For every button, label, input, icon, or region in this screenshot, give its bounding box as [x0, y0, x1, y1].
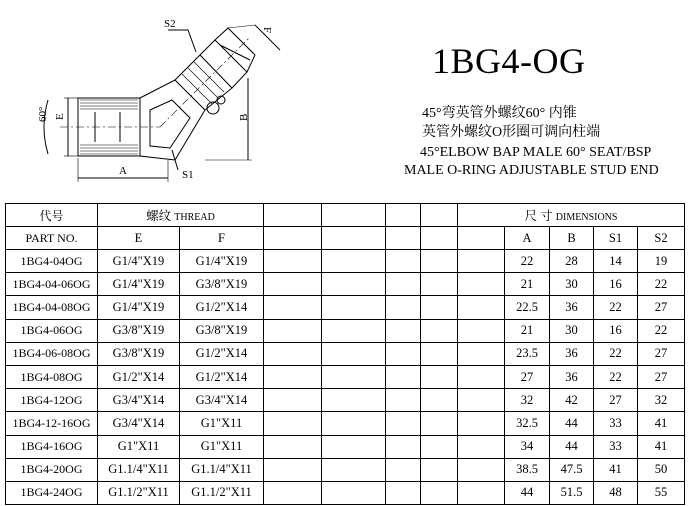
- description-english-line-2: MALE O-RING ADJUSTABLE STUD END: [404, 163, 659, 178]
- part-no-cell: 1BG4-04-06OG: [6, 273, 98, 296]
- empty-cell: [458, 435, 505, 458]
- thread-e-cell: G3/8"X19: [98, 342, 180, 365]
- dim-s2-cell: 50: [638, 458, 685, 481]
- part-no-cell: 1BG4-04OG: [6, 250, 98, 273]
- empty-cell: [322, 365, 386, 388]
- dim-b-cell: 42: [550, 389, 594, 412]
- empty-cell: [264, 273, 322, 296]
- dim-s1-cell: 41: [594, 458, 638, 481]
- dim-s1-cell: 22: [594, 365, 638, 388]
- dim-a-cell: 32: [505, 389, 550, 412]
- empty-cell: [386, 250, 421, 273]
- dim-a-cell: 21: [505, 319, 550, 342]
- label-s1: S1: [182, 169, 194, 181]
- dim-s2-cell: 19: [638, 250, 685, 273]
- elbow-arm-outline: [175, 55, 232, 110]
- model-title: 1BG4-OG: [432, 41, 586, 81]
- header-f: F: [180, 227, 264, 250]
- specification-table-body: [6, 250, 685, 505]
- dim-s2-cell: 32: [638, 389, 685, 412]
- label-s2: S2: [164, 18, 176, 30]
- dim-b-cell: 36: [550, 342, 594, 365]
- empty-cell: [421, 458, 458, 481]
- dim-s2-cell: 27: [638, 342, 685, 365]
- empty-cell: [386, 365, 421, 388]
- thread-e-cell: G1/4"X19: [98, 273, 180, 296]
- dim-s1-cell: 27: [594, 389, 638, 412]
- dim-b-cell: 51.5: [550, 481, 594, 504]
- empty-cell: [322, 342, 386, 365]
- part-no-cell: 1BG4-04-08OG: [6, 296, 98, 319]
- empty-cell: [458, 389, 505, 412]
- dim-s1-cell: 33: [594, 435, 638, 458]
- dim-a-cell: 21: [505, 273, 550, 296]
- thread-f-cell: G1/2"X14: [180, 365, 264, 388]
- dim-s1-cell: 16: [594, 319, 638, 342]
- header-s1: S1: [594, 227, 638, 250]
- empty-cell: [322, 481, 386, 504]
- empty-cell: [322, 389, 386, 412]
- empty-cell: [458, 296, 505, 319]
- dim-s2-cell: 22: [638, 273, 685, 296]
- dim-a-cell: 22.5: [505, 296, 550, 319]
- dim-b-cell: 36: [550, 296, 594, 319]
- table-row: [6, 296, 685, 319]
- empty-cell: [421, 481, 458, 504]
- dim-a-cell: 34: [505, 435, 550, 458]
- part-no-cell: 1BG4-06-08OG: [6, 342, 98, 365]
- empty-cell: [421, 204, 458, 227]
- empty-cell: [386, 227, 421, 250]
- dim-s1-cell: 22: [594, 342, 638, 365]
- thread-e-cell: G1.1/4"X11: [98, 458, 180, 481]
- dim-b-cell: 44: [550, 412, 594, 435]
- empty-cell: [264, 319, 322, 342]
- part-no-cell: 1BG4-20OG: [6, 458, 98, 481]
- empty-cell: [264, 481, 322, 504]
- empty-cell: [264, 227, 322, 250]
- thread-f-cell: G1.1/4"X11: [180, 458, 264, 481]
- empty-cell: [264, 365, 322, 388]
- part-no-cell: 1BG4-06OG: [6, 319, 98, 342]
- empty-cell: [322, 435, 386, 458]
- dim-s1-cell: 33: [594, 412, 638, 435]
- description-chinese-line-2: 英管外螺纹O形圈可调向柱端: [422, 125, 601, 140]
- label-a: A: [119, 165, 127, 177]
- table-row: [6, 342, 685, 365]
- leader-s2: [168, 30, 196, 52]
- table-row: [6, 412, 685, 435]
- header-code-cn: 代号: [6, 204, 98, 227]
- thread-f-cell: G1.1/2"X11: [180, 481, 264, 504]
- dim-s2-cell: 27: [638, 365, 685, 388]
- header-dimensions-en: DIMENSIONS: [555, 212, 618, 223]
- empty-cell: [458, 250, 505, 273]
- empty-cell: [264, 435, 322, 458]
- thread-f-cell: G3/8"X19: [180, 319, 264, 342]
- header-thread-cn: 螺纹: [146, 209, 172, 223]
- thread-f-cell: G1/2"X14: [180, 342, 264, 365]
- empty-cell: [458, 319, 505, 342]
- thread-e-cell: G1/2"X14: [98, 365, 180, 388]
- label-b: B: [238, 113, 250, 121]
- thread-e-cell: G3/4"X14: [98, 412, 180, 435]
- header-part-no: PART NO.: [6, 227, 98, 250]
- thread-f-cell: G1/2"X14: [180, 296, 264, 319]
- empty-cell: [421, 273, 458, 296]
- dim-b-cell: 30: [550, 273, 594, 296]
- empty-cell: [386, 435, 421, 458]
- empty-cell: [264, 204, 322, 227]
- empty-cell: [322, 204, 386, 227]
- empty-cell: [264, 458, 322, 481]
- empty-cell: [421, 365, 458, 388]
- thread-f-cell: G1"X11: [180, 435, 264, 458]
- empty-cell: [322, 458, 386, 481]
- dim-s1-cell: 14: [594, 250, 638, 273]
- thread-f-cell: G1/4"X19: [180, 250, 264, 273]
- dim-b-cell: 44: [550, 435, 594, 458]
- empty-cell: [386, 389, 421, 412]
- thread-e-cell: G1.1/2"X11: [98, 481, 180, 504]
- empty-cell: [421, 227, 458, 250]
- table-row: [6, 458, 685, 481]
- table-row: [6, 481, 685, 504]
- empty-cell: [458, 412, 505, 435]
- empty-cell: [386, 273, 421, 296]
- header-thread: [98, 204, 264, 227]
- empty-cell: [264, 389, 322, 412]
- dim-s1-cell: 16: [594, 273, 638, 296]
- empty-cell: [386, 481, 421, 504]
- part-no-cell: 1BG4-12-16OG: [6, 412, 98, 435]
- dim-a-cell: 27: [505, 365, 550, 388]
- empty-cell: [264, 296, 322, 319]
- empty-cell: [322, 273, 386, 296]
- part-no-cell: 1BG4-08OG: [6, 365, 98, 388]
- dim-s2-cell: 22: [638, 319, 685, 342]
- dim-s2-cell: 55: [638, 481, 685, 504]
- thread-e-cell: G3/4"X14: [98, 389, 180, 412]
- label-f: F: [261, 27, 273, 34]
- fitting-technical-drawing: [0, 0, 330, 195]
- table-header-row-2: [6, 227, 685, 250]
- header-s2: S2: [638, 227, 685, 250]
- empty-cell: [322, 250, 386, 273]
- empty-cell: [421, 250, 458, 273]
- header-dimensions-cn: 尺 寸: [524, 209, 553, 223]
- header-b: B: [550, 227, 594, 250]
- dim-s1-cell: 22: [594, 296, 638, 319]
- thread-e-cell: G1"X11: [98, 435, 180, 458]
- thread-f-cell: G3/4"X14: [180, 389, 264, 412]
- dim-s2-cell: 27: [638, 296, 685, 319]
- thread-e-cell: G1/4"X19: [98, 296, 180, 319]
- description-english-line-1: 45°ELBOW BAP MALE 60° SEAT/BSP: [420, 145, 652, 160]
- empty-cell: [322, 227, 386, 250]
- empty-cell: [386, 342, 421, 365]
- empty-cell: [458, 458, 505, 481]
- empty-cell: [421, 296, 458, 319]
- header-e: E: [98, 227, 180, 250]
- empty-cell: [264, 250, 322, 273]
- empty-cell: [322, 296, 386, 319]
- empty-cell: [421, 342, 458, 365]
- table-row: [6, 250, 685, 273]
- empty-cell: [386, 458, 421, 481]
- empty-cell: [458, 481, 505, 504]
- dim-a-cell: 44: [505, 481, 550, 504]
- table-row: [6, 435, 685, 458]
- part-no-cell: 1BG4-24OG: [6, 481, 98, 504]
- empty-cell: [458, 227, 505, 250]
- header-dimensions: [458, 204, 685, 227]
- dim-b-cell: 36: [550, 365, 594, 388]
- dim-s2-cell: 41: [638, 435, 685, 458]
- empty-cell: [386, 412, 421, 435]
- empty-cell: [421, 412, 458, 435]
- header-a: A: [505, 227, 550, 250]
- header-thread-en: THREAD: [174, 212, 215, 223]
- dim-a-cell: 38.5: [505, 458, 550, 481]
- description-chinese-line-1: 45°弯英管外螺纹60° 内锥: [422, 106, 577, 121]
- table-row: [6, 389, 685, 412]
- thread-e-cell: G1/4"X19: [98, 250, 180, 273]
- dim-s1-cell: 48: [594, 481, 638, 504]
- empty-cell: [421, 319, 458, 342]
- label-e: E: [54, 113, 66, 120]
- empty-cell: [386, 296, 421, 319]
- empty-cell: [458, 365, 505, 388]
- table-row: [6, 319, 685, 342]
- empty-cell: [264, 412, 322, 435]
- thread-f-cell: G1"X11: [180, 412, 264, 435]
- dim-b-cell: 47.5: [550, 458, 594, 481]
- empty-cell: [322, 412, 386, 435]
- empty-cell: [421, 389, 458, 412]
- empty-cell: [386, 319, 421, 342]
- empty-cell: [458, 273, 505, 296]
- empty-cell: [322, 319, 386, 342]
- dim-a-cell: 23.5: [505, 342, 550, 365]
- dim-s2-cell: 41: [638, 412, 685, 435]
- thread-e-cell: G3/8"X19: [98, 319, 180, 342]
- dim-b-cell: 28: [550, 250, 594, 273]
- dim-b-cell: 30: [550, 319, 594, 342]
- label-angle: 60°: [37, 106, 49, 122]
- table-header-row-1: [6, 204, 685, 227]
- dim-a-cell: 32.5: [505, 412, 550, 435]
- empty-cell: [421, 435, 458, 458]
- empty-cell: [264, 342, 322, 365]
- empty-cell: [386, 204, 421, 227]
- dim-a-cell: 22: [505, 250, 550, 273]
- table-row: [6, 273, 685, 296]
- part-no-cell: 1BG4-16OG: [6, 435, 98, 458]
- specification-table: [5, 203, 685, 505]
- thread-f-cell: G3/8"X19: [180, 273, 264, 296]
- table-row: [6, 365, 685, 388]
- part-no-cell: 1BG4-12OG: [6, 389, 98, 412]
- empty-cell: [458, 342, 505, 365]
